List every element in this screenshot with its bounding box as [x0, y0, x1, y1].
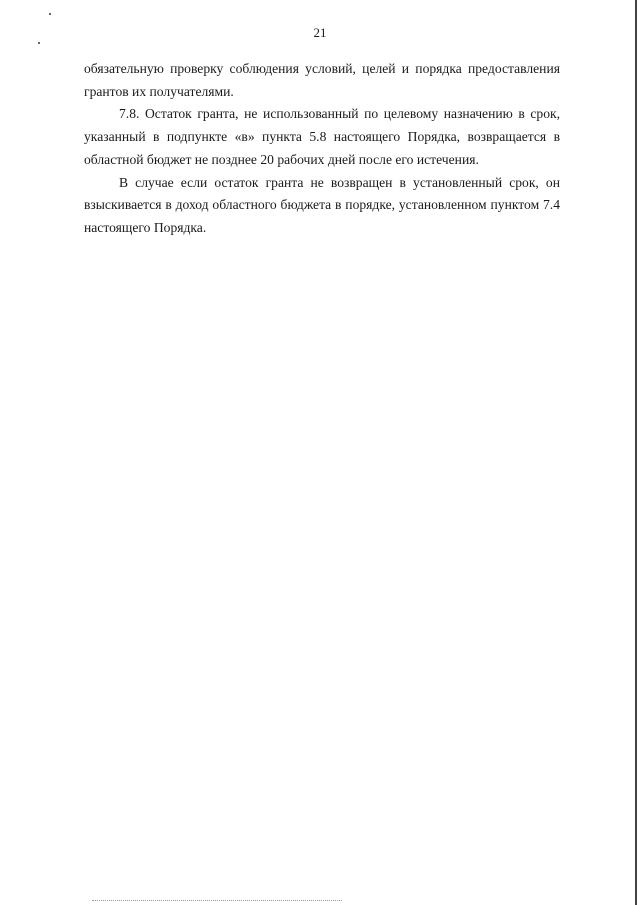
paragraph-grant-recovery: В случае если остаток гранта не возвращен в установленный срок, он взыскивается в доход областного бюджета в порядке, установленном пунктом 7.4 настоящего Порядка.	[84, 174, 560, 235]
paragraph-7-8: 7.8. Остаток гранта, не использованный по целевому назначению в срок, указанный в подпункте «в» пункта 5.8 настоящего Порядка, возвращается в областной бюджет не позднее 20 рабочих дней после его истечения.	[84, 106, 560, 167]
scan-speck	[49, 13, 51, 15]
scan-bottom-noise	[92, 899, 342, 901]
scan-speck	[38, 42, 40, 44]
document-body	[84, 58, 560, 240]
paragraph-continuation: обязательную проверку соблюдения условий, целей и порядка предоставления грантов их получателями.	[84, 61, 560, 99]
page-number: 21	[313, 25, 327, 40]
scan-edge-line	[635, 0, 637, 905]
